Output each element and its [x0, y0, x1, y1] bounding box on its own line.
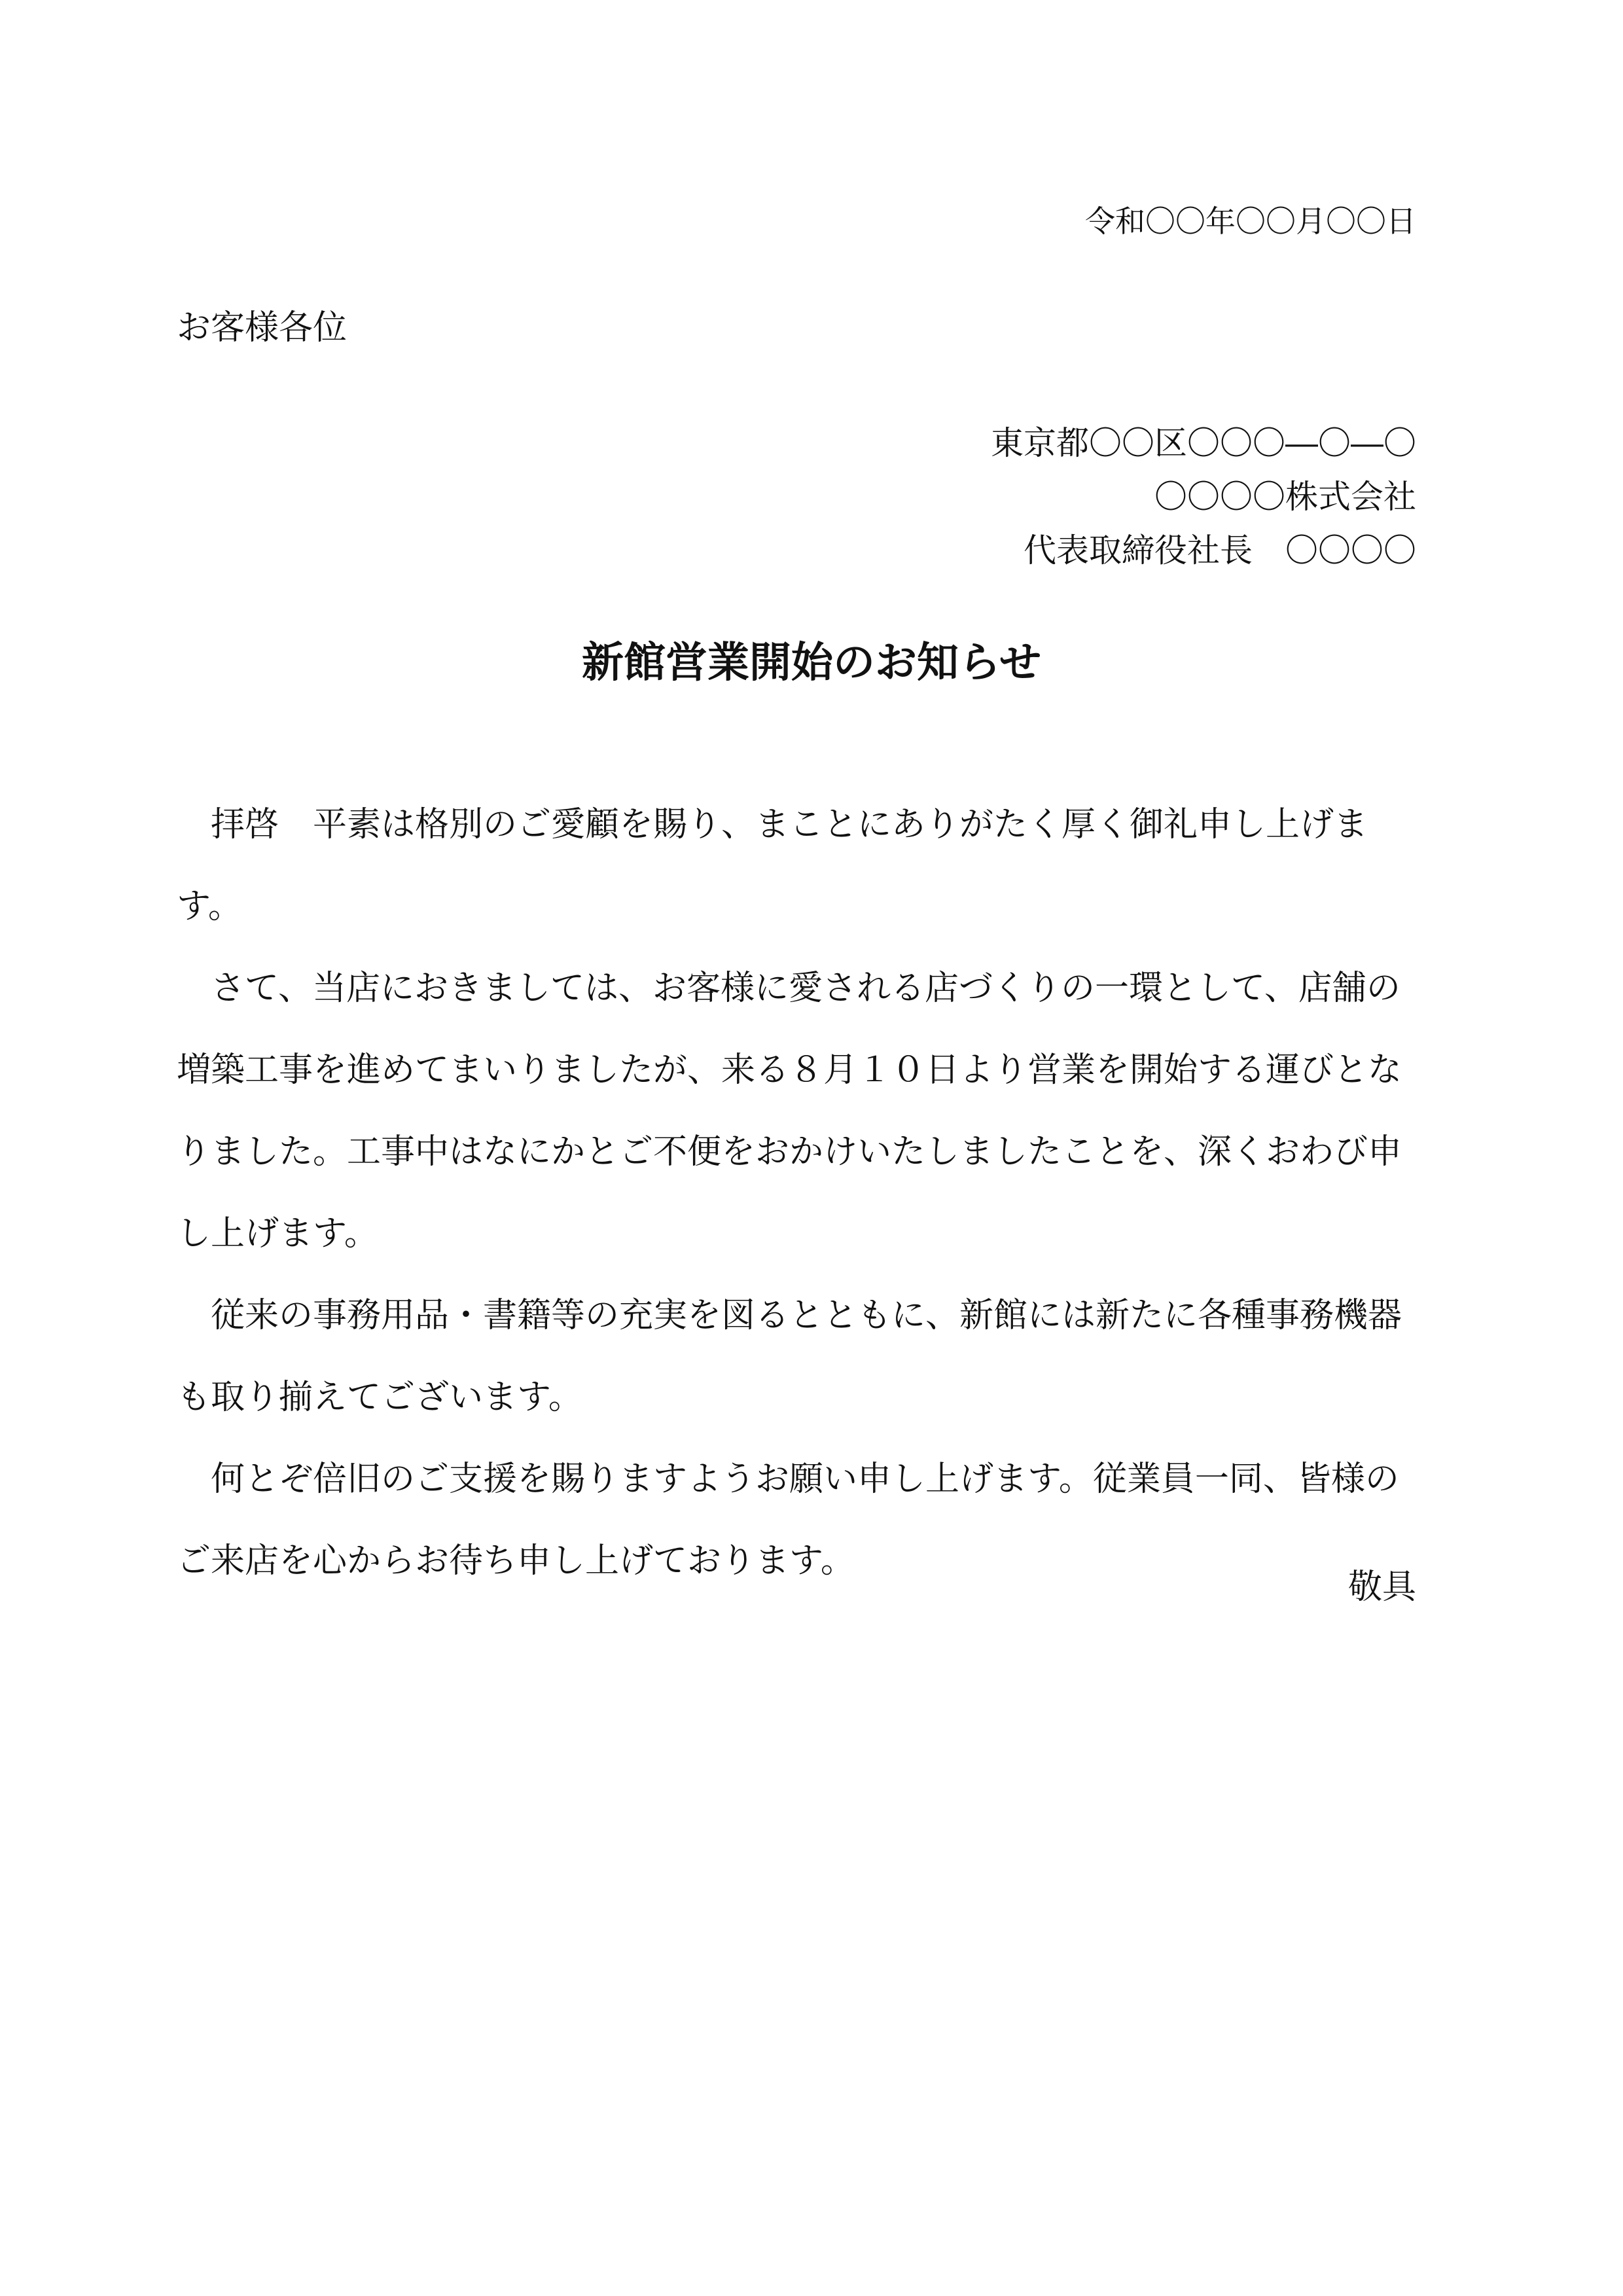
paragraph-request: 何とぞ倍旧のご支援を賜りますようお願い申し上げます。従業員一同、皆様のご来店を心からお待ち申し上げております。: [177, 1460, 1399, 1581]
document-title: 新館営業開始のお知らせ: [581, 639, 1042, 687]
paragraph-greeting: 拝啓 平素は格別のご愛顧を賜り、まことにありがたく厚く御礼申し上げます。: [177, 805, 1368, 926]
letter-body: [177, 784, 1418, 1602]
sender-block: [991, 416, 1416, 577]
closing-word: 敬具: [1347, 1568, 1416, 1607]
sender-company: 〇〇〇〇株式会社: [1154, 478, 1416, 516]
paragraph-announcement: さて、当店におきましては、お客様に愛される店づくりの一環として、店舗の増築工事を進めてまいりましたが、来る８月１０日より営業を開始する運びとなりました。工事中はなにかとご不便をおかけいたしましたことを、深くおわび申し上げます。: [177, 969, 1402, 1253]
letter-date: 令和〇〇年〇〇月〇〇日: [1085, 204, 1416, 239]
sender-representative: 代表取締役社長 〇〇〇〇: [1024, 531, 1416, 569]
sender-address: 東京都〇〇区〇〇〇―〇―〇: [991, 424, 1416, 462]
paragraph-new-products: 従来の事務用品・書籍等の充実を図るとともに、新館には新たに各種事務機器も取り揃えてございます。: [177, 1296, 1402, 1417]
recipient-line: お客様各位: [177, 308, 348, 348]
